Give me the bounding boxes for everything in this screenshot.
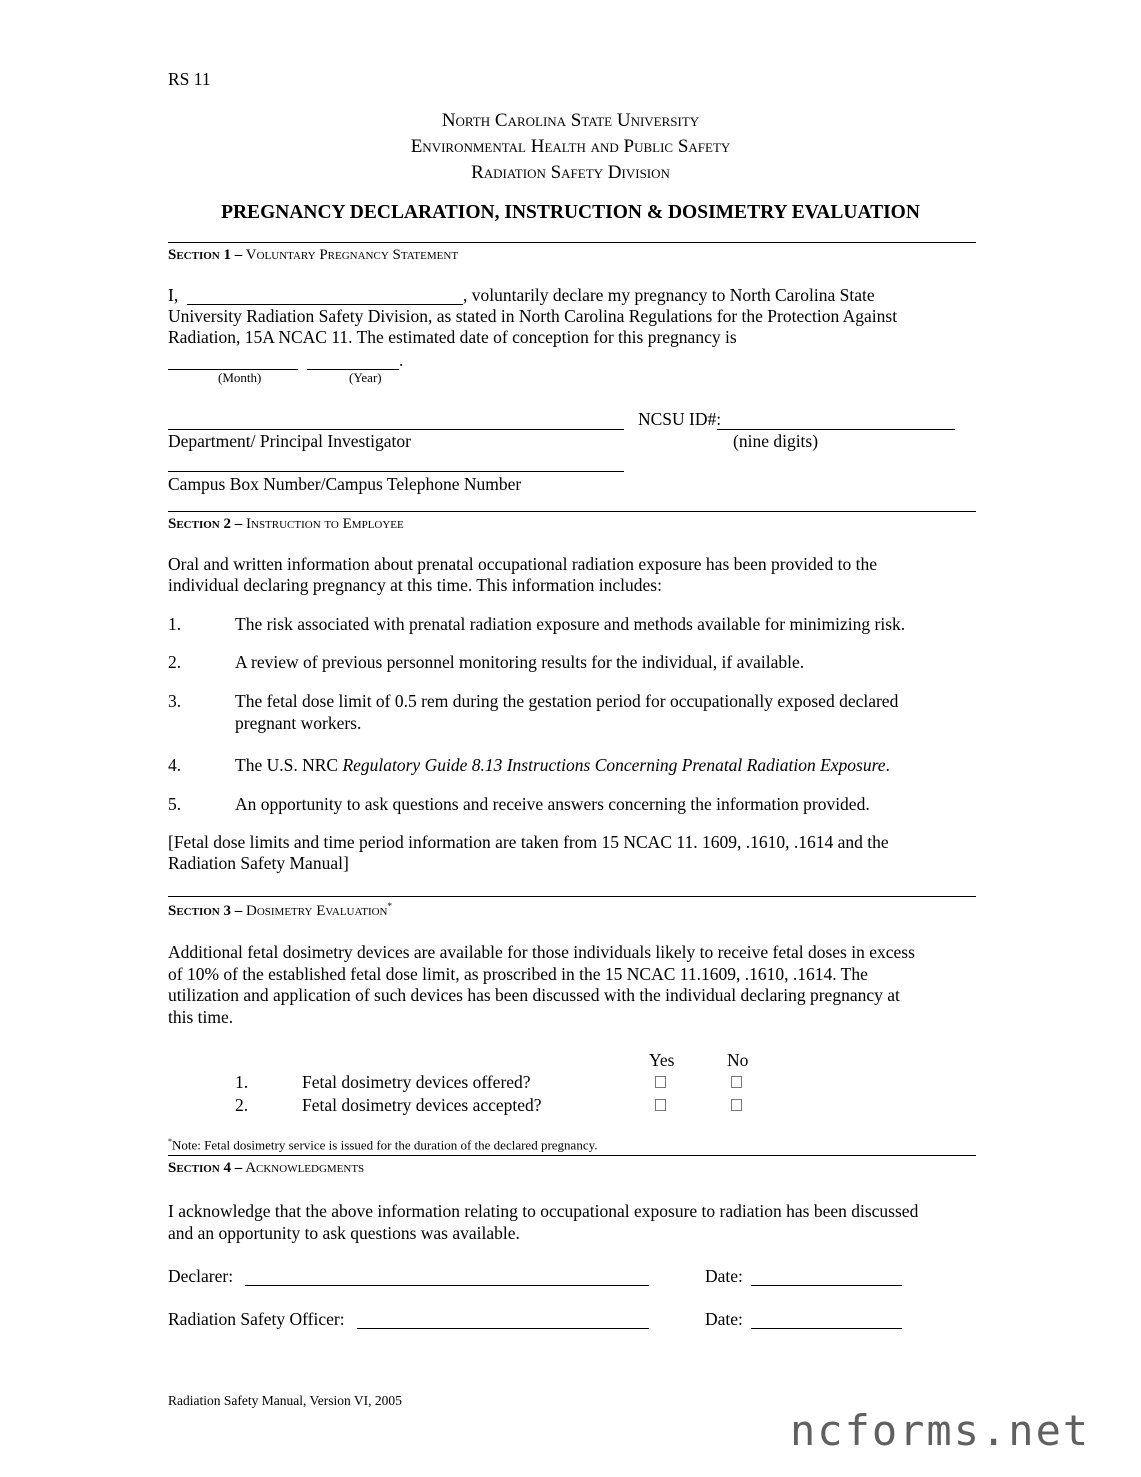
section-3-para-line3: utilization and application of such devices has been discussed with the individual declaring pregnancy at xyxy=(168,985,900,1005)
section-2-footnote-line1: [Fetal dose limits and time period information are taken from 15 NCAC 11. 1609, .1610, .1614 and the xyxy=(168,832,889,852)
list-item-number: 4. xyxy=(168,755,182,775)
header-department: Environmental Health and Public Safety xyxy=(410,136,731,157)
declarer-date-label: Date: xyxy=(705,1266,743,1286)
rso-label: Radiation Safety Officer: xyxy=(168,1309,345,1329)
section-3-rule xyxy=(168,896,976,897)
list-item-number: 1. xyxy=(168,614,182,634)
campus-box-phone-field[interactable] xyxy=(168,471,624,472)
header-university: North Carolina State University xyxy=(441,110,700,131)
section-2-footnote-line2: Radiation Safety Manual] xyxy=(168,853,349,873)
period: . xyxy=(399,350,404,370)
campus-box-phone-label: Campus Box Number/Campus Telephone Number xyxy=(168,474,522,494)
yes-column-label: Yes xyxy=(649,1050,675,1070)
header-division: Radiation Safety Division xyxy=(471,162,670,183)
nine-digits-label: (nine digits) xyxy=(733,431,819,451)
form-title: PREGNANCY DECLARATION, INSTRUCTION & DOSIMETRY EVALUATION xyxy=(221,202,920,223)
year-label: (Year) xyxy=(349,370,382,385)
accepted-no-checkbox[interactable] xyxy=(731,1099,742,1111)
section-4-heading: Section 4 – Acknowledgments xyxy=(168,1160,365,1176)
list-item-number: 5. xyxy=(168,794,182,814)
declarer-label: Declarer: xyxy=(168,1266,234,1286)
department-pi-field[interactable] xyxy=(168,429,624,430)
form-code: RS 11 xyxy=(168,69,211,89)
list-item-text-continued: pregnant workers. xyxy=(235,713,362,733)
list-item-text: The U.S. NRC Regulatory Guide 8.13 Instructions Concerning Prenatal Radiation Exposure. xyxy=(235,755,890,775)
section-2-rule xyxy=(168,511,976,512)
question-text: Fetal dosimetry devices accepted? xyxy=(302,1095,542,1115)
accepted-yes-checkbox[interactable] xyxy=(655,1099,666,1111)
section-3-para-line1: Additional fetal dosimetry devices are available for those individuals likely to receive fetal doses in excess xyxy=(168,942,915,962)
list-item-number: 2. xyxy=(168,652,182,672)
section-1-line3: Radiation, 15A NCAC 11. The estimated date of conception for this pregnancy is xyxy=(168,327,737,347)
watermark: ncforms.net xyxy=(790,1406,1091,1455)
section-4-para-line2: and an opportunity to ask questions was available. xyxy=(168,1223,520,1243)
offered-no-checkbox[interactable] xyxy=(731,1076,742,1088)
footer-text: Radiation Safety Manual, Version VI, 2005 xyxy=(168,1393,402,1408)
rso-date-field[interactable] xyxy=(751,1328,902,1329)
section-3-para-line2: of 10% of the established fetal dose limit, as proscribed in the 15 NCAC 11.1609, .1610, .1614. The xyxy=(168,964,868,984)
declarer-date-field[interactable] xyxy=(751,1285,902,1286)
list-item-text: The risk associated with prenatal radiation exposure and methods available for minimizing risk. xyxy=(235,614,906,634)
list-item-text: The fetal dose limit of 0.5 rem during the gestation period for occupationally exposed declared xyxy=(235,691,899,711)
section-1-line1-rest: , voluntarily declare my pregnancy to North Carolina State xyxy=(463,285,875,305)
section-3-heading: Section 3 – Dosimetry Evaluation* xyxy=(168,901,392,919)
section-2-intro-line1: Oral and written information about prenatal occupational radiation exposure has been provided to the xyxy=(168,554,877,574)
section-3-para-line4: this time. xyxy=(168,1007,234,1027)
rso-signature-field[interactable] xyxy=(357,1328,649,1329)
question-number: 1. xyxy=(235,1072,249,1092)
offered-yes-checkbox[interactable] xyxy=(655,1076,666,1088)
ncsu-id-field[interactable] xyxy=(717,429,955,430)
declarer-signature-field[interactable] xyxy=(245,1285,649,1286)
declarant-name-field[interactable] xyxy=(187,304,463,305)
question-number: 2. xyxy=(235,1095,249,1115)
section-4-para-line1: I acknowledge that the above information relating to occupational exposure to radiation has been discussed xyxy=(168,1201,919,1221)
ncsu-id-label: NCSU ID#: xyxy=(638,409,722,429)
dosimetry-note: *Note: Fetal dosimetry service is issued for the duration of the declared pregnancy. xyxy=(168,1137,598,1153)
section-1-line1: I, xyxy=(168,285,179,305)
section-2-heading: Section 2 – Instruction to Employee xyxy=(168,516,404,532)
month-label: (Month) xyxy=(218,370,262,385)
section-1-heading: Section 1 – Voluntary Pregnancy Statement xyxy=(168,247,459,263)
section-1-rule xyxy=(168,242,976,243)
section-2-intro-line2: individual declaring pregnancy at this time. This information includes: xyxy=(168,575,662,595)
section-1-line2: University Radiation Safety Division, as stated in North Carolina Regulations for the Protection Against xyxy=(168,306,898,326)
no-column-label: No xyxy=(727,1050,749,1070)
department-pi-label: Department/ Principal Investigator xyxy=(168,431,411,451)
question-text: Fetal dosimetry devices offered? xyxy=(302,1072,531,1092)
list-item-text: A review of previous personnel monitoring results for the individual, if available. xyxy=(235,652,805,672)
list-item-text: An opportunity to ask questions and receive answers concerning the information provided. xyxy=(235,794,870,814)
rso-date-label: Date: xyxy=(705,1309,743,1329)
list-item-number: 3. xyxy=(168,691,182,711)
section-4-rule xyxy=(168,1155,976,1156)
